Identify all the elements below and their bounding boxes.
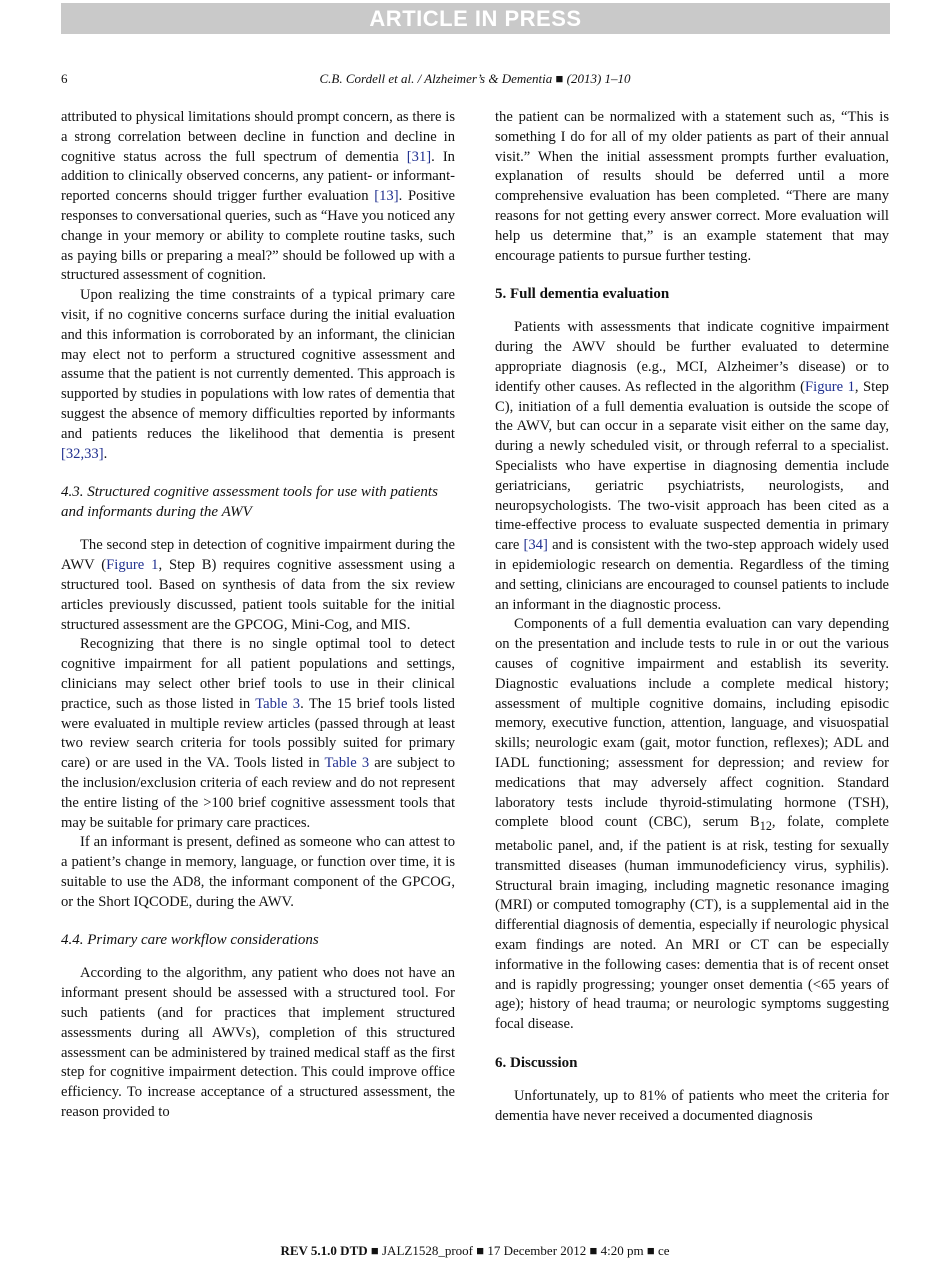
text: . Positive responses to conversational queries, such as “Have you noticed any change in your memory or ability to complete routine tasks, such as paying bills or preparing a meal?” should be followed up with a structured assessment of cognition. bbox=[61, 188, 455, 284]
paragraph bbox=[61, 536, 455, 635]
text: . bbox=[103, 445, 108, 462]
footer-time: 4:20 pm bbox=[600, 1243, 644, 1258]
paragraph: Unfortunately, up to 81% of patients who meet the criteria for dementia have never received a documented diagnosis bbox=[495, 1087, 889, 1124]
section-heading-5: 5. Full dementia evaluation bbox=[495, 286, 670, 303]
right-column bbox=[495, 108, 889, 1127]
figure-link[interactable]: Figure 1 bbox=[106, 557, 159, 574]
text: , Step C), initiation of a full dementia evaluation is outside the scope of the AWV, but can occur in a separate visit either on the same day, during a newly scheduled visit, or through referral to a specialist. Specialists who have expertise in diagnosing dementia include geriatricians, geriatric psychiatrists, neurologists, and neuropsychologists. The two-visit approach has been cited as a time-effective process to evaluate suspected dementia in primary care bbox=[495, 378, 889, 554]
text: attributed to physical limitations should prompt concern, as there is a strong correlation between decline in function and decline in cognitive status across the full spectrum of dementia bbox=[61, 109, 455, 165]
running-head-authors: C.B. Cordell et al. / Alzheimer’s & Dementia bbox=[319, 71, 553, 86]
text: . In addition to clinically observed concerns, any patient- or informant-reported concerns should trigger further evaluation bbox=[61, 148, 455, 205]
text: , Step B) requires cognitive assessment using a structured tool. Based on synthesis of data from the six review articles previously discussed, patient tools suitable for the initial structured assessment are the GPCOG, Mini-Cog, and MIS. bbox=[61, 557, 455, 633]
text: Upon realizing the time constraints of a typical primary care visit, if no cognitive concerns surface during the initial evaluation and this information is corroborated by an informant, the clinician may elect not to perform a structured cognitive assessment and assume that the patient is not currently demented. This approach is supported by studies in populations with low rates of dementia that suggest the absence of memory difficulties reported by informants and patients reduces the likelihood that dementia is present bbox=[61, 287, 455, 442]
paragraph: the patient can be normalized with a statement such as, “This is something I do for all of my older patients as part of their annual visit.” When the initial assessment prompts further evaluation, explanation of results should be deferred until a more comprehensive evaluation has been completed. “There are many reasons for not getting every answer correct. More evaluation will help us determine that,” is an example statement that may encourage patients to pursue further testing. bbox=[495, 109, 889, 264]
section-heading-4-3: 4.3. Structured cognitive assessment tools for use with patients and informants during the AWV bbox=[61, 484, 438, 521]
citation-link[interactable]: [34] bbox=[523, 537, 548, 554]
square-glyph: ■ bbox=[476, 1243, 485, 1258]
text: are subject to the inclusion/exclusion criteria of each review and do not represent the entire listing of the >100 brief cognitive assessment tools that may be suitable for primary care practices. bbox=[61, 755, 455, 831]
footer-ce: ce bbox=[657, 1243, 670, 1258]
paragraph bbox=[495, 318, 889, 615]
proof-footer bbox=[0, 1243, 950, 1259]
square-glyph: ■ bbox=[370, 1243, 379, 1258]
section-heading-6: 6. Discussion bbox=[495, 1054, 578, 1071]
text: Components of a full dementia evaluation can vary depending on the presentation and include tests to rule in or out the various causes of cognitive impairment and establish its severity. Diagnostic evaluations include a complete medical history; assessment of multiple cognitive domains, including episodic memory, executive function, attention, language, and visuospatial skills; neurologic exam (gait, motor function, reflexes); ADL and IADL functioning; assessment for depression; and review for medications that may adversely affect cognition. Standard laboratory tests include thyroid-stimulating hormone (TSH), complete blood count (CBC), serum B bbox=[495, 616, 889, 831]
text: The second step in detection of cognitive impairment during the AWV ( bbox=[61, 537, 455, 574]
left-column bbox=[61, 108, 455, 1123]
table-link[interactable]: Table 3 bbox=[255, 695, 301, 712]
paragraph bbox=[61, 108, 455, 286]
text: Recognizing that there is no single optimal tool to detect cognitive impairment for all patient populations and settings, clinicians may select other brief tools to use in their clinical practice, such as those listed in bbox=[61, 636, 455, 712]
citation-link[interactable]: [31] bbox=[406, 148, 432, 165]
text: and is consistent with the two-step approach widely used in epidemiologic research on dementia. Regardless of the timing and setting, clinicians are encouraged to counsel patients to include an informant in the diagnostic process. bbox=[495, 537, 889, 613]
section-heading-4-4: 4.4. Primary care workflow considerations bbox=[61, 932, 319, 949]
square-glyph: ■ bbox=[589, 1243, 598, 1258]
square-glyph: ■ bbox=[646, 1243, 655, 1258]
table-link[interactable]: Table 3 bbox=[324, 755, 370, 772]
footer-date: 17 December 2012 bbox=[487, 1243, 587, 1258]
figure-link[interactable]: Figure 1 bbox=[805, 378, 855, 395]
subscript: 12 bbox=[759, 819, 772, 834]
running-head-year: (2013) 1–10 bbox=[566, 71, 631, 86]
text: Patients with assessments that indicate cognitive impairment during the AWV should be further evaluated to determine appropriate diagnosis (e.g., MCI, Alzheimer’s disease) or to identify other causes. As reflected in the algorithm ( bbox=[495, 319, 889, 395]
page-number: 6 bbox=[61, 71, 68, 86]
square-glyph: ■ bbox=[555, 71, 564, 86]
footer-job: JALZ1528_proof bbox=[382, 1243, 473, 1258]
footer-rev: REV 5.1.0 DTD bbox=[280, 1243, 368, 1258]
article-in-press-banner: ARTICLE IN PRESS bbox=[61, 3, 890, 34]
text: . The 15 brief tools listed were evaluated in multiple review articles (passed through at least two review search criteria for tools possibly suited for primary care) or are used in the VA. Tools listed in bbox=[61, 695, 455, 772]
paragraph: If an informant is present, defined as someone who can attest to a patient’s change in memory, language, or function over time, it is suitable to use the AD8, the informant component of the GPCOG, or the Short IQCODE, during the AWV. bbox=[61, 834, 455, 910]
text: , folate, complete metabolic panel, and, if the patient is at risk, testing for sexually transmitted diseases (human immunodeficiency virus, syphilis). Structural brain imaging, including magnetic resonance imaging (MRI) or computed tomography (CT), is a supplemental aid in the differential diagnosis of dementia, especially if neurologic physical exam findings are noted. An MRI or CT can be especially informative in the following cases: dementia that is of recent onset and is rapidly progressing; younger onset dementia (<65 years of age); history of head trauma; or neurologic symptoms suggesting focal disease. bbox=[495, 814, 889, 1033]
citation-link[interactable]: [32,33] bbox=[61, 445, 104, 462]
paragraph: According to the algorithm, any patient who does not have an informant present should be assessed with a structured tool. For such patients (and for practices that implement structured assessments during all AWVs), completion of this structured assessment can be administered by trained medical staff as the first step for cognitive impairment detection. This could improve office efficiency. To increase acceptance of a structured assessment, the reason provided to bbox=[61, 965, 455, 1121]
citation-link[interactable]: [13] bbox=[374, 188, 399, 205]
paragraph bbox=[61, 286, 455, 464]
paragraph bbox=[495, 615, 889, 1035]
running-head bbox=[0, 71, 950, 87]
paragraph bbox=[61, 635, 455, 833]
